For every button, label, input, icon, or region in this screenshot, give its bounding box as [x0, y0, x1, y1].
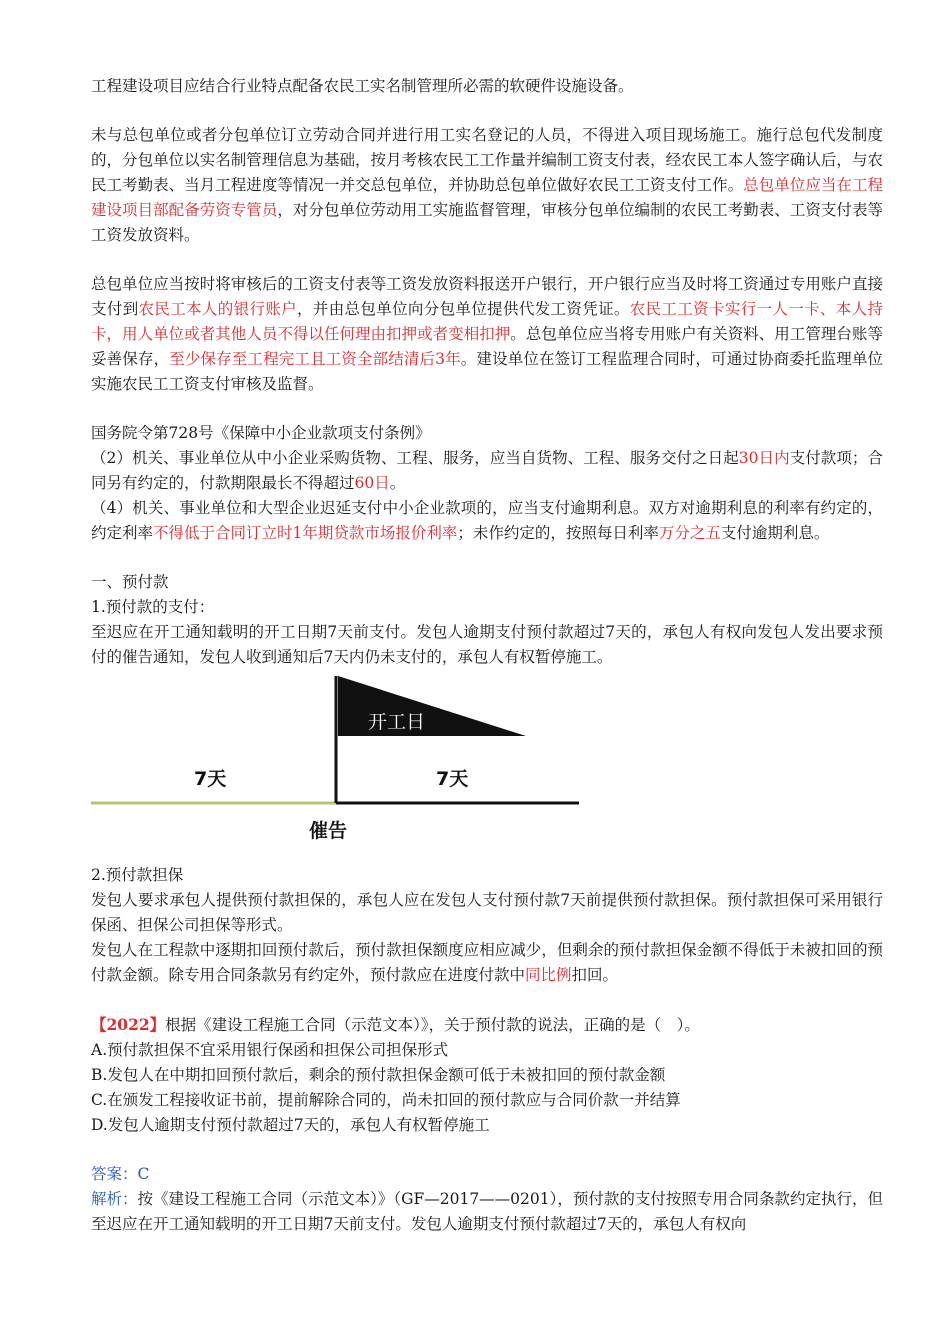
start-date-diagram	[91, 676, 883, 851]
highlight-text: 农民工本人的银行账户	[138, 300, 298, 318]
start-date-label: 开工日	[368, 711, 426, 733]
text-run: 支付逾期利息。	[720, 524, 830, 542]
subsection-heading: 1.预付款的支付：	[91, 598, 215, 616]
text-run: ，对分包单位劳动用工实施监督管理，审核分包单位编制的农民工考勤表、工资支付表等工资发放资料。	[91, 201, 883, 244]
text-run: ，并由总包单位向分包单位提供代发工资凭证。	[297, 300, 630, 318]
text-run: 支付款项；合同另有约定的，付款期限最长不得超过	[91, 449, 883, 492]
highlight-text: 万分之五	[658, 524, 721, 542]
question-year-tag: 【2022】	[91, 1015, 166, 1034]
text-run: 。总包单位应当将专用账户有关资料、用工管理台账等妥善保存，	[91, 325, 883, 368]
left-days-label: 7天	[194, 768, 227, 790]
text-run: （4）机关、事业单位和大型企业迟延支付中小企业款项的，应当支付逾期利息。双方对逾期利息的利率有约定的，约定利率	[91, 499, 883, 542]
highlight-text: 同比例	[525, 966, 572, 984]
text-run: 扣回。	[571, 966, 619, 984]
text-run: 总包单位应当按时将审核后的工资支付表等工资发放资料报送开户银行，开户银行应当及时将工资通过专用账户直接支付到	[91, 275, 883, 318]
text-run: 发包人在工程款中逐期扣回预付款后，预付款担保额度应相应减少，但剩余的预付款担保金额不得低于未被扣回的预付款金额。除专用合同条款另有约定外，预付款应在进度付款中	[91, 941, 883, 984]
regulation-item-2	[91, 446, 883, 496]
diagram-graphic	[91, 676, 883, 851]
highlight-text: 60日	[354, 474, 390, 492]
option-d: D.发包人逾期支付预付款超过7天的，承包人有权暂停施工	[91, 1116, 490, 1134]
highlight-text: 总包单位应当在工程建设项目部配备劳资专管员	[91, 176, 883, 219]
text-run: ；未作约定的，按照每日利率	[457, 524, 659, 542]
regulation-item-4	[91, 496, 883, 546]
option-b: B.发包人在中期扣回预付款后，剩余的预付款担保金额可低于未被扣回的预付款金额	[91, 1066, 666, 1084]
flag-shape	[338, 676, 526, 736]
section-heading: 一、预付款	[91, 573, 169, 591]
regulation-title: 国务院令第728号《保障中小企业款项支付条例》	[91, 424, 431, 442]
text-run: 。建设单位在签订工程监理合同时，可通过协商委托监理单位实施农民工工资支付审核及监督。	[91, 350, 883, 393]
option-a: A.预付款担保不宜采用银行保函和担保公司担保形式	[91, 1041, 449, 1059]
highlight-text: 农民工工资卡实行一人一卡、本人持卡，用人单位或者其他人员不得以任何理由扣押或者变相扣押	[91, 300, 883, 343]
text-run: 。	[389, 474, 406, 492]
right-days-label: 7天	[436, 768, 469, 790]
text-run: 未与总包单位或者分包单位订立劳动合同并进行用工实名登记的人员，不得进入项目现场施工。施行总包代发制度的，分包单位以实名制管理信息为基础，按月考核农民工工作量并编制工资支付表，经农民工本人签字确认后，与农民工考勤表、当月工程进度等情况一并交总包单位，并协助总包单位做好农民工工资支付工作。	[91, 126, 883, 194]
document-page	[91, 74, 883, 1237]
reminder-label: 催告	[309, 820, 348, 842]
text-run: 根据《建设工程施工合同（示范文本）》，关于预付款的说法，正确的是（ ）。	[165, 1016, 700, 1034]
option-c: C.在颁发工程接收证书前，提前解除合同的，尚未扣回的预付款应与合同价款一并结算	[91, 1091, 681, 1109]
answer: 答案：C	[91, 1165, 150, 1183]
highlight-text: 至少保存至工程完工且工资全部结清后3年	[169, 350, 461, 368]
paragraph-equipment: 工程建设项目应结合行业特点配备农民工实名制管理所必需的软硬件设施设备。	[91, 77, 634, 95]
analysis-label: 解析：	[91, 1190, 138, 1208]
text-run: 按《建设工程施工合同（示范文本）》（GF—2017——0201），预付款的支付按照专用合同条款约定执行，但至迟应在开工通知载明的开工日期7天前支付。发包人逾期支付预付款超过7天的，承包人有权向	[91, 1190, 883, 1233]
highlight-text: 不得低于合同订立时1年期贷款市场报价利率	[153, 524, 458, 542]
paragraph-deduction	[91, 938, 883, 988]
paragraph-advance-payment: 至迟应在开工通知载明的开工日期7天前支付。发包人逾期支付预付款超过7天的，承包人有权向发包人发出要求预付的催告通知，发包人收到通知后7天内仍未支付的，承包人有权暂停施工。	[91, 623, 883, 666]
question-stem	[91, 1012, 883, 1038]
text-run: （2）机关、事业单位从中小企业采购货物、工程、服务，应当自货物、工程、服务交付之日起	[91, 449, 739, 467]
subsection-heading: 2.预付款担保	[91, 866, 184, 884]
paragraph-guarantee: 发包人要求承包人提供预付款担保的，承包人应在发包人支付预付款7天前提供预付款担保。预付款担保可采用银行保函、担保公司担保等形式。	[91, 891, 883, 934]
analysis	[91, 1187, 883, 1237]
paragraph-wage-payment	[91, 272, 883, 397]
paragraph-real-name-management	[91, 123, 883, 248]
highlight-text: 30日内	[738, 449, 790, 467]
